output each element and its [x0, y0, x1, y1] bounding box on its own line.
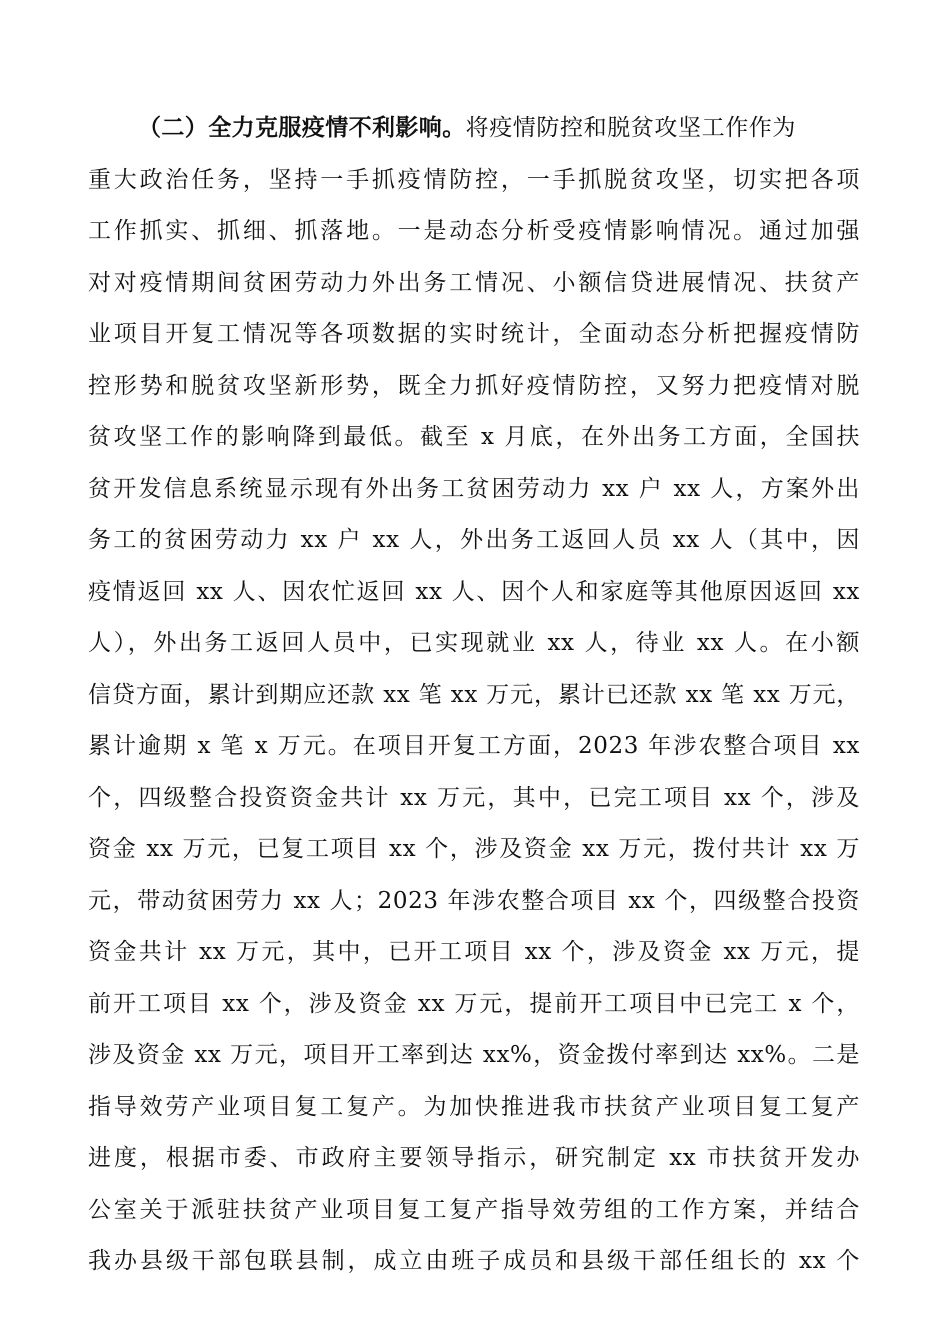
paragraph-line: 涉及资金 xx 万元，项目开工率到达 xx%，资金拨付率到达 xx%。二是: [88, 1042, 860, 1068]
paragraph-line: 公室关于派驻扶贫产业项目复工复产指导效劳组的工作方案，并结合: [88, 1196, 860, 1223]
paragraph-line: 贫开发信息系统显示现有外出务工贫困劳动力 xx 户 xx 人，方案外出: [88, 475, 860, 502]
paragraph-line: 控形势和脱贫攻坚新形势，既全力抓好疫情防控，又努力把疫情对脱: [88, 372, 860, 399]
paragraph-line: 累计逾期 x 笔 x 万元。在项目开复工方面，2023 年涉农整合项目 xx: [88, 733, 860, 759]
paragraph-line-text: 将疫情防控和脱贫攻坚工作作为: [465, 115, 797, 141]
paragraph-line: 业项目开复工情况等各项数据的实时统计，全面动态分析把握疫情防: [88, 321, 860, 347]
paragraph-line: 个，四级整合投资资金共计 xx 万元，其中，已完工项目 xx 个，涉及: [88, 784, 860, 811]
paragraph-line: 工作抓实、抓细、抓落地。一是动态分析受疫情影响情况。通过加强: [88, 218, 860, 244]
paragraph-line: 对对疫情期间贫困劳动力外出务工情况、小额信贷进展情况、扶贫产: [88, 269, 860, 296]
paragraph-line: 资金 xx 万元，已复工项目 xx 个，涉及资金 xx 万元，拨付共计 xx 万: [88, 836, 860, 862]
paragraph-line: 疫情返回 xx 人、因农忙返回 xx 人、因个人和家庭等其他原因返回 xx: [88, 578, 860, 605]
paragraph-line: 信贷方面，累计到期应还款 xx 笔 xx 万元，累计已还款 xx 笔 xx 万元，: [88, 681, 860, 708]
paragraph-line: [88, 103, 860, 155]
paragraph-line: 前开工项目 xx 个，涉及资金 xx 万元，提前开工项目中已完工 x 个，: [88, 990, 860, 1017]
paragraph-line: 指导效劳产业项目复工复产。为加快推进我市扶贫产业项目复工复产: [88, 1093, 860, 1120]
section-heading: （二）全力克服疫情不利影响。: [138, 115, 466, 141]
paragraph-line: 贫攻坚工作的影响降到最低。截至 x 月底，在外出务工方面，全国扶: [88, 424, 860, 450]
paragraph-line: 元，带动贫困劳力 xx 人；2023 年涉农整合项目 xx 个，四级整合投资: [88, 887, 860, 914]
paragraph-line: 务工的贫困劳动力 xx 户 xx 人，外出务工返回人员 xx 人（其中，因: [88, 527, 860, 553]
paragraph-line: 进度，根据市委、市政府主要领导指示，研究制定 xx 市扶贫开发办: [88, 1145, 860, 1171]
paragraph-line: 人），外出务工返回人员中，已实现就业 xx 人，待业 xx 人。在小额: [88, 630, 860, 656]
paragraph-line: 我办县级干部包联县制，成立由班子成员和县级干部任组长的 xx 个: [88, 1248, 860, 1274]
document-body: [88, 103, 860, 1288]
paragraph-line: 资金共计 xx 万元，其中，已开工项目 xx 个，涉及资金 xx 万元，提: [88, 939, 860, 965]
paragraph-line: 重大政治任务，坚持一手抓疫情防控，一手抓脱贫攻坚，切实把各项: [88, 166, 860, 193]
